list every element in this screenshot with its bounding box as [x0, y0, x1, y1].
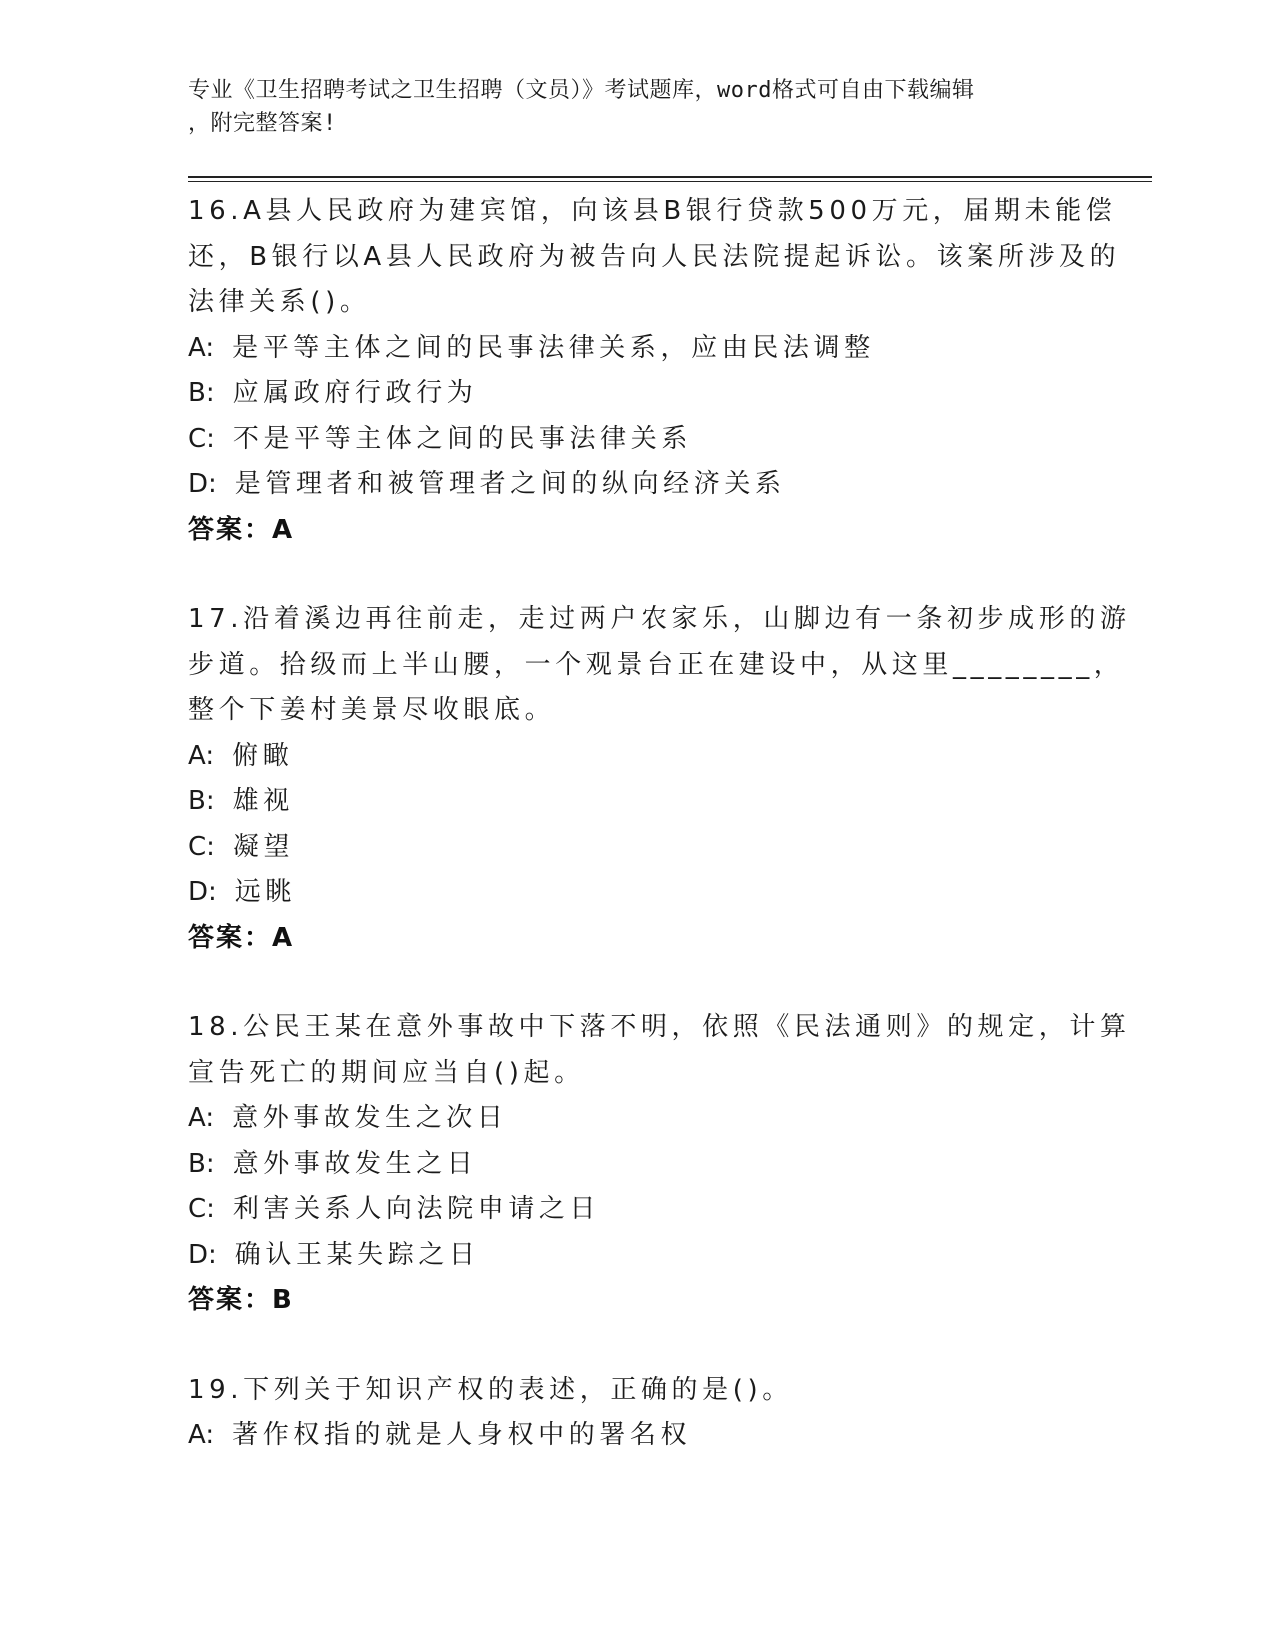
option-a — [188, 734, 1108, 780]
option-a — [188, 326, 1108, 372]
header-line-2: ，附完整答案! — [188, 111, 337, 136]
question-text-line: 16.A县人民政府为建宾馆，向该县B银行贷款500万元，届期未能偿 — [188, 196, 1117, 226]
option-c — [188, 825, 1108, 871]
option-label: C: — [188, 423, 215, 454]
option-label: B: — [188, 378, 215, 408]
option-label: A: — [188, 332, 215, 363]
question-text-line: 宣告死亡的期间应当自()起。 — [188, 1057, 585, 1088]
question-text-line: 还，B银行以A县人民政府为被告向人民法院提起诉讼。该案所涉及的 — [188, 241, 1121, 272]
option-text: 凝望 — [232, 831, 295, 862]
option-c — [188, 1187, 1108, 1233]
question-text-line: 法律关系()。 — [188, 287, 371, 317]
option-label: D: — [188, 877, 217, 907]
option-a — [188, 1096, 1108, 1142]
option-text: 是管理者和被管理者之间的纵向经济关系 — [234, 469, 786, 499]
option-d — [188, 870, 1108, 916]
option-label: C: — [188, 1194, 215, 1224]
option-b — [188, 779, 1108, 825]
option-text: 著作权指的就是人身权中的署名权 — [232, 1420, 692, 1450]
option-label: A: — [188, 1420, 215, 1450]
option-label: A: — [188, 1103, 215, 1133]
question-text-line: 17.沿着溪边再往前走，走过两户农家乐，山脚边有一条初步成形的游 — [188, 604, 1131, 634]
option-b — [188, 1142, 1108, 1188]
header-line-1: 专业《卫生招聘考试之卫生招聘（文员）》考试题库，word格式可自由下载编辑 — [188, 78, 975, 103]
question-text-line: 整个下姜村美景尽收眼底。 — [188, 695, 556, 725]
option-label: D: — [188, 469, 217, 499]
option-text: 雄视 — [232, 786, 294, 816]
question-17 — [188, 597, 1131, 961]
header-divider-bottom — [188, 181, 1152, 182]
question-text-line: 19.下列关于知识产权的表述，正确的是()。 — [188, 1374, 793, 1405]
option-d — [188, 1233, 1108, 1279]
option-d — [188, 462, 1108, 508]
answer-line: 答案：A — [188, 514, 295, 545]
question-16 — [188, 189, 1121, 553]
option-text: 利害关系人向法院申请之日 — [232, 1194, 601, 1224]
question-text-line: 18.公民王某在意外事故中下落不明，依照《民法通则》的规定，计算 — [188, 1012, 1131, 1042]
question-19 — [188, 1368, 1108, 1459]
option-label: B: — [188, 786, 215, 816]
option-text: 意外事故发生之次日 — [232, 1103, 508, 1133]
question-text-line: 步道。拾级而上半山腰，一个观景台正在建设中，从这里________， — [188, 649, 1125, 680]
option-text: 远眺 — [234, 877, 296, 907]
option-label: C: — [188, 831, 215, 862]
answer-line: 答案：B — [188, 1285, 294, 1315]
header-divider-top — [188, 176, 1152, 178]
option-text: 确认王某失踪之日 — [234, 1239, 480, 1270]
option-text: 意外事故发生之日 — [232, 1148, 478, 1179]
option-a — [188, 1413, 1108, 1459]
option-c — [188, 417, 1108, 463]
answer-line: 答案：A — [188, 922, 295, 953]
option-label: D: — [188, 1239, 217, 1270]
option-text: 应属政府行政行为 — [232, 378, 478, 408]
question-list — [188, 189, 1131, 1503]
document-header — [188, 74, 1068, 140]
option-label: B: — [188, 1148, 215, 1179]
option-text: 俯瞰 — [232, 740, 294, 771]
question-18 — [188, 1005, 1131, 1324]
option-text: 不是平等主体之间的民事法律关系 — [232, 423, 692, 454]
option-text: 是平等主体之间的民事法律关系，应由民法调整 — [232, 332, 875, 363]
option-label: A: — [188, 740, 215, 771]
option-b — [188, 371, 1108, 417]
